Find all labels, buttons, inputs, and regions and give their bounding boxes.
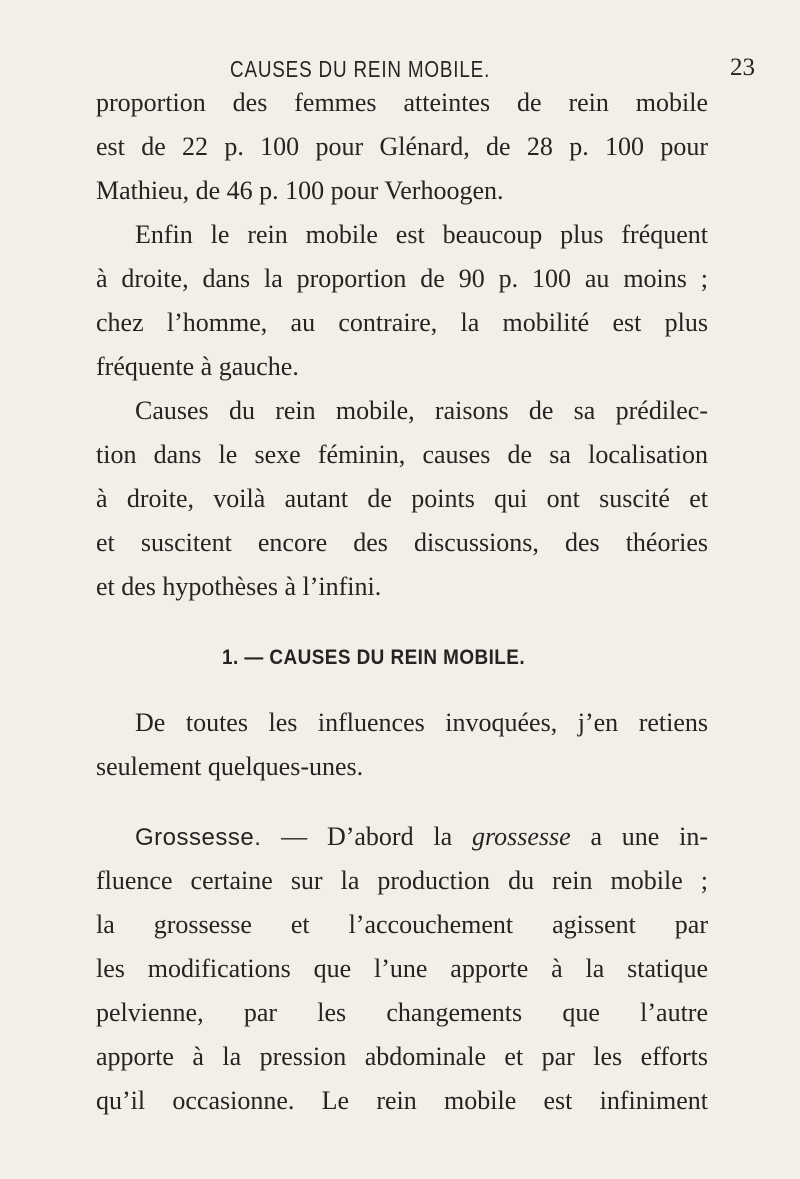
- italic-term: grossesse: [471, 822, 571, 851]
- text-line: fluence certaine sur la production du rein mobile ;: [96, 866, 708, 895]
- page-number: 23: [730, 54, 755, 81]
- section-heading: 1. — CAUSES DU REIN MOBILE.: [222, 646, 526, 669]
- text-line: les modifications que l’une apporte à la statique: [96, 954, 708, 983]
- text-line: tion dans le sexe féminin, causes de sa localisation: [96, 440, 708, 469]
- text-line: seulement quelques-unes.: [96, 752, 364, 781]
- text-line: qu’il occasionne. Le rein mobile est infiniment: [96, 1086, 708, 1115]
- text-line: chez l’homme, au contraire, la mobilité est plus: [96, 308, 708, 337]
- text-line: et suscitent encore des discussions, des théories: [96, 528, 708, 557]
- text-line: fréquente à gauche.: [96, 352, 299, 381]
- text-line-run-in: [135, 822, 708, 853]
- text-line: et des hypothèses à l’infini.: [96, 572, 382, 601]
- text-line: Mathieu, de 46 p. 100 pour Verhoogen.: [96, 176, 504, 205]
- text-line: Causes du rein mobile, raisons de sa prédilec-: [135, 396, 708, 425]
- text-line: à droite, voilà autant de points qui ont suscité et: [96, 484, 708, 513]
- text-line: Enfin le rein mobile est beaucoup plus fréquent: [135, 220, 708, 249]
- text-line: proportion des femmes atteintes de rein mobile: [96, 88, 708, 117]
- text-fragment: a une in-: [570, 822, 708, 851]
- text-line: à droite, dans la proportion de 90 p. 100 au moins ;: [96, 264, 708, 293]
- text-line: apporte à la pression abdominale et par les efforts: [96, 1042, 708, 1071]
- text-line: De toutes les influences invoquées, j’en retiens: [135, 708, 708, 737]
- text-line: est de 22 p. 100 pour Glénard, de 28 p. 100 pour: [96, 132, 708, 161]
- running-head: CAUSES DU REIN MOBILE.: [230, 56, 491, 82]
- text-fragment: — D’abord la: [261, 822, 472, 851]
- text-line: la grossesse et l’accouchement agissent par: [96, 910, 708, 939]
- text-line: pelvienne, par les changements que l’autre: [96, 998, 708, 1027]
- run-in-heading: Grossesse.: [135, 824, 262, 851]
